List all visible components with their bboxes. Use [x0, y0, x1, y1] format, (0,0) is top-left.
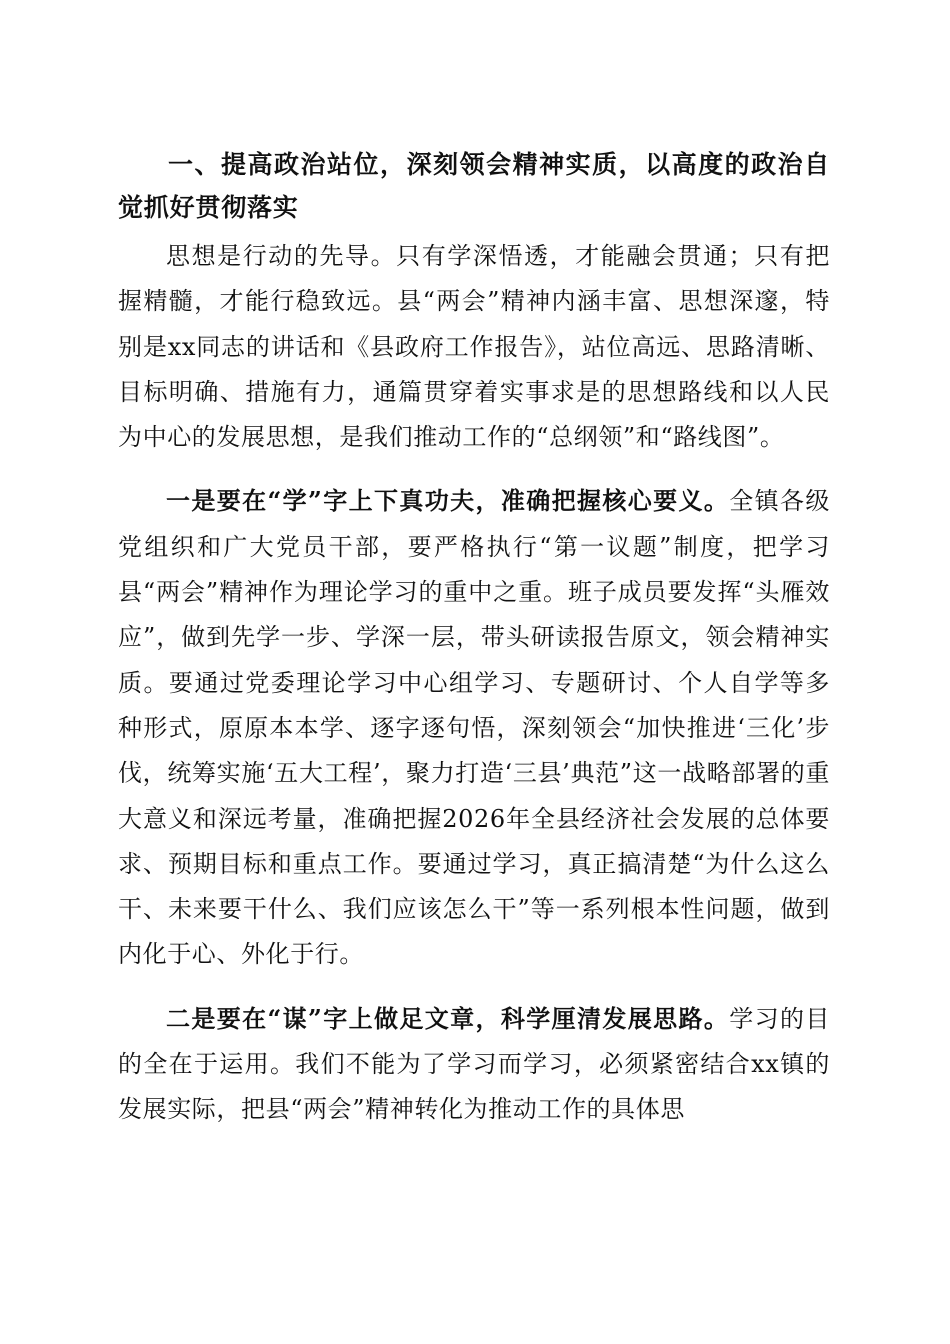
paragraph-body: 思想是行动的先导。只有学深悟透，才能融会贯通；只有把握精髓，才能行稳致远。县“两会”精神内涵丰富、思想深邃，特别是xx同志的讲话和《县政府工作报告》，站位高远、思路清晰、目标明确、措施有力，通篇贯穿着实事求是的思想路线和以人民为中心的发展思想，是我们推动工作的“总纲领”和“路线图”。	[118, 242, 830, 452]
paragraph-gap	[118, 460, 830, 478]
paragraph-gap	[118, 978, 830, 996]
paragraph-intro	[118, 233, 830, 460]
paragraph-body: 学习的目的全在于运用。我们不能为了学习而学习，必须紧密结合xx镇的发展实际，把县“两会”精神转化为推动工作的具体思	[118, 1004, 830, 1124]
paragraph-plan	[118, 996, 830, 1133]
paragraph-lead: 二是要在“谋”字上做足文章，科学厘清发展思路。	[166, 1003, 730, 1033]
paragraph-lead: 一是要在“学”字上下真功夫，准确把握核心要义。	[166, 486, 730, 516]
document-page	[118, 143, 830, 1133]
paragraph-study	[118, 478, 830, 977]
paragraph-body: 全镇各级党组织和广大党员干部，要严格执行“第一议题”制度，把学习县“两会”精神作为理论学习的重中之重。班子成员要发挥“头雁效应”，做到先学一步、学深一层，带头研读报告原文，领会精神实质。要通过党委理论学习中心组学习、专题研讨、个人自学等多种形式，原原本本学、逐字逐句悟，深刻领会“加快推进‘三化’步伐，统筹实施‘五大工程’，聚力打造‘三县’典范”这一战略部署的重大意义和深远考量，准确把握2026年全县经济社会发展的总体要求、预期目标和重点工作。要通过学习，真正搞清楚“为什么这么干、未来要干什么、我们应该怎么干”等一系列根本性问题，做到内化于心、外化于行。	[118, 487, 830, 969]
section-heading: 一、提高政治站位，深刻领会精神实质，以高度的政治自觉抓好贯彻落实	[118, 150, 830, 222]
